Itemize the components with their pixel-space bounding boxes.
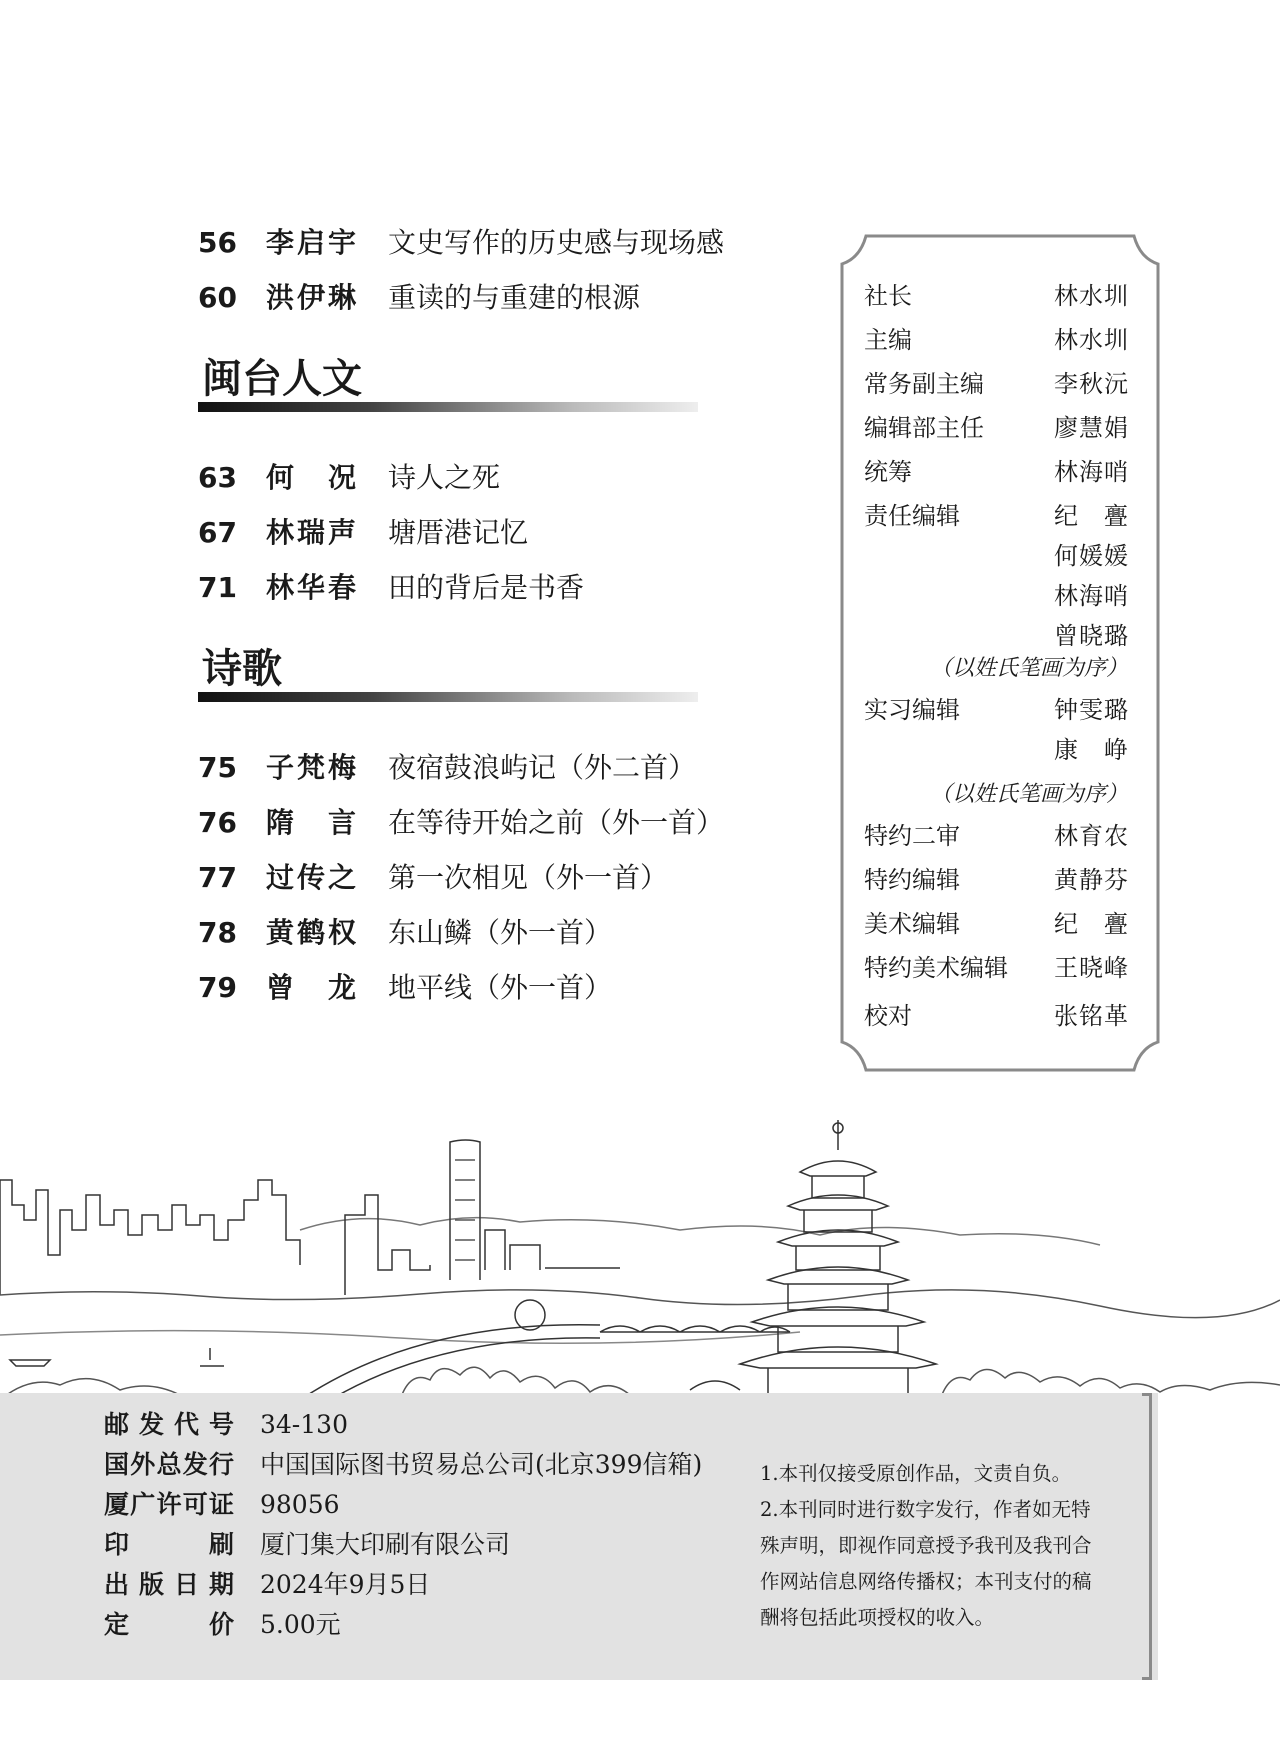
info-label: 出版日期	[104, 1570, 234, 1599]
article-title: 夜宿鼓浪屿记（外二首）	[388, 751, 697, 784]
staff-role: 责任编辑	[864, 502, 960, 530]
staff-role: 校对	[864, 1002, 912, 1030]
toc-entry[interactable]	[198, 850, 718, 905]
article-title: 第一次相见（外一首）	[388, 861, 669, 894]
info-label: 厦广许可证	[104, 1490, 234, 1519]
staff-role: 美术编辑	[864, 910, 960, 938]
staff-role: 主编	[864, 326, 912, 354]
info-value: 34-130	[260, 1410, 348, 1439]
info-label: 定价	[104, 1610, 234, 1639]
staff-role: 统筹	[864, 458, 912, 486]
staff-role: 编辑部主任	[864, 414, 984, 442]
info-row	[104, 1445, 724, 1485]
info-row	[104, 1605, 724, 1645]
author: 子梵梅	[266, 751, 356, 784]
info-value: 98056	[260, 1490, 340, 1519]
article-title: 在等待开始之前（外一首）	[388, 806, 725, 839]
author: 林瑞声	[266, 516, 356, 549]
article-title: 重读的与重建的根源	[388, 281, 641, 314]
toc-entry[interactable]	[198, 215, 725, 270]
page-number: 77	[198, 861, 237, 894]
staff-box	[840, 234, 1160, 1072]
info-label: 邮发代号	[104, 1410, 234, 1439]
toc-entry[interactable]	[198, 960, 718, 1015]
author: 曾龙	[266, 971, 356, 1004]
toc-entry[interactable]	[198, 505, 718, 560]
staff-name: 王晓峰	[1054, 954, 1128, 982]
article-title: 地平线（外一首）	[388, 971, 613, 1004]
staff-name: 黄静芬	[1054, 866, 1128, 894]
table-of-contents	[198, 215, 725, 1015]
author: 李启宇	[266, 226, 356, 259]
info-value: 中国国际图书贸易总公司(北京399信箱)	[260, 1450, 703, 1479]
staff-role: 常务副主编	[864, 370, 984, 398]
staff-row	[864, 578, 1128, 614]
staff-name: 林海哨	[1054, 582, 1128, 610]
staff-row	[864, 366, 1128, 402]
info-row	[104, 1405, 724, 1445]
section-header	[198, 325, 718, 450]
staff-role: 特约编辑	[864, 866, 960, 894]
info-label: 印刷	[104, 1530, 234, 1559]
editorial-notes	[760, 1456, 1110, 1636]
staff-name: 林水圳	[1054, 326, 1128, 354]
staff-name: 康峥	[1054, 736, 1128, 764]
order-note: （以姓氏笔画为序）	[929, 782, 1128, 807]
staff-name: 李秋沅	[1054, 370, 1128, 398]
staff-role: 社长	[864, 282, 912, 310]
staff-name: 林育农	[1054, 822, 1128, 850]
page-number: 75	[198, 751, 237, 784]
section-header	[198, 615, 718, 740]
staff-row	[864, 906, 1128, 942]
info-value: 2024年9月5日	[260, 1570, 431, 1599]
info-row	[104, 1565, 724, 1605]
staff-name: 纪亹	[1054, 910, 1128, 938]
info-value: 厦门集大印刷有限公司	[260, 1530, 511, 1559]
staff-row	[864, 998, 1128, 1034]
info-value: 5.00元	[260, 1610, 341, 1639]
staff-role: 特约二审	[864, 822, 960, 850]
toc-entry[interactable]	[198, 795, 725, 850]
staff-name: 何媛媛	[1054, 542, 1128, 570]
page-number: 78	[198, 916, 237, 949]
page-number: 76	[198, 806, 237, 839]
staff-row	[864, 538, 1128, 574]
staff-row	[864, 322, 1128, 358]
order-note: （以姓氏笔画为序）	[929, 656, 1128, 681]
info-row	[104, 1525, 724, 1565]
staff-role: 特约美术编辑	[864, 954, 1008, 982]
staff-name: 廖慧娟	[1054, 414, 1128, 442]
staff-row	[864, 498, 1128, 534]
page-number: 67	[198, 516, 237, 549]
author: 林华春	[266, 571, 356, 604]
staff-name: 林海哨	[1054, 458, 1128, 486]
article-title: 塘厝港记忆	[388, 516, 529, 549]
page-number: 56	[198, 226, 237, 259]
author: 黄鹤权	[266, 916, 356, 949]
section-heading: 诗歌	[202, 646, 282, 692]
article-title: 诗人之死	[388, 461, 501, 494]
staff-name: 纪亹	[1054, 502, 1128, 530]
author: 过传之	[266, 861, 356, 894]
section-divider	[198, 402, 698, 412]
staff-role: 实习编辑	[864, 696, 960, 724]
staff-row	[864, 618, 1128, 654]
page-number: 60	[198, 281, 237, 314]
staff-name: 钟雯璐	[1054, 696, 1128, 724]
toc-entry[interactable]	[198, 450, 718, 505]
staff-name: 曾晓璐	[1054, 622, 1128, 650]
page-number: 79	[198, 971, 237, 1004]
info-row	[104, 1485, 724, 1525]
info-label: 国外总发行	[104, 1450, 234, 1479]
toc-entry[interactable]	[198, 270, 718, 325]
section-heading: 闽台人文	[202, 356, 362, 402]
panel-edge	[1142, 1393, 1152, 1680]
note-2: 2.本刊同时进行数字发行，作者如无特殊声明，即视作同意授予我刊及我刊合作网站信息网络传播权；本刊支付的稿酬将包括此项授权的收入。	[760, 1498, 1092, 1629]
staff-row	[864, 862, 1128, 898]
article-title: 东山鳞（外一首）	[388, 916, 613, 949]
toc-entry[interactable]	[198, 740, 718, 795]
staff-row	[864, 278, 1128, 314]
staff-row	[864, 732, 1128, 768]
city-skyline-illustration	[0, 1120, 1280, 1400]
staff-row	[864, 818, 1128, 854]
staff-row	[864, 454, 1128, 490]
publication-details	[104, 1405, 724, 1645]
article-title: 文史写作的历史感与现场感	[388, 226, 725, 259]
staff-row	[864, 410, 1128, 446]
staff-row	[864, 692, 1128, 728]
page-number: 63	[198, 461, 237, 494]
staff-name: 张铭革	[1054, 1002, 1128, 1030]
publication-info-panel	[0, 1393, 1158, 1680]
section-divider	[198, 692, 698, 702]
toc-entry[interactable]	[198, 905, 718, 960]
staff-name: 林水圳	[1054, 282, 1128, 310]
page-number: 71	[198, 571, 237, 604]
author: 何况	[266, 461, 356, 494]
author: 洪伊琳	[266, 281, 356, 314]
article-title: 田的背后是书香	[388, 571, 585, 604]
toc-entry[interactable]	[198, 560, 718, 615]
author: 隋言	[266, 806, 356, 839]
staff-row	[864, 950, 1128, 986]
note-1: 1.本刊仅接受原创作品，文责自负。	[760, 1462, 1072, 1485]
